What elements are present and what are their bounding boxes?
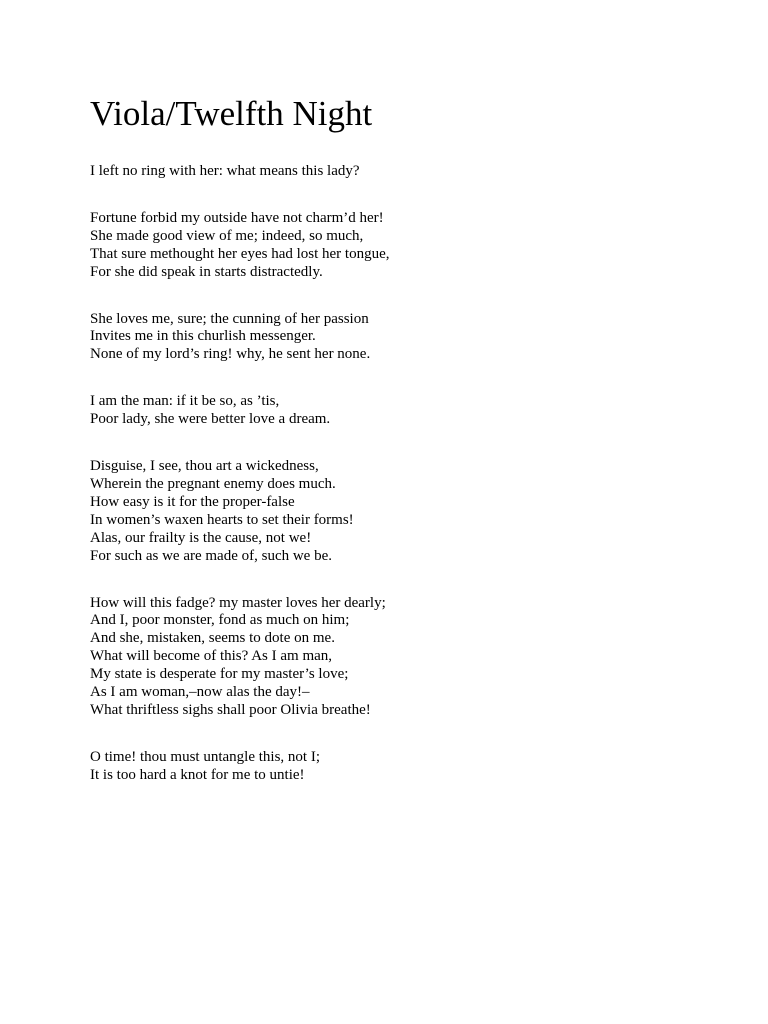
stanza-6 [90,595,690,720]
poem-line: And I, poor monster, fond as much on him; [90,612,350,629]
stanza-7 [90,749,690,785]
poem-line: How will this fadge? my master loves her dearly; [90,594,386,611]
poem-line: How easy is it for the proper-false [90,493,295,510]
poem-line: Fortune forbid my outside have not charm’d her! [90,209,384,226]
poem-line: Poor lady, she were better love a dream. [90,411,331,428]
poem-line: It is too hard a knot for me to untie! [90,766,305,783]
poem-line: That sure methought her eyes had lost her tongue, [90,245,390,262]
poem-line: My state is desperate for my master’s love; [90,666,349,683]
stanza-3 [90,311,690,365]
poem-line: She loves me, sure; the cunning of her passion [90,310,369,327]
poem-line: Alas, our frailty is the cause, not we! [90,529,312,546]
poem-line: Disguise, I see, thou art a wickedness, [90,458,319,475]
poem-line: None of my lord’s ring! why, he sent her none. [90,346,371,363]
poem-line: As I am woman,–now alas the day!– [90,684,310,701]
stanza-4 [90,393,690,429]
stanza-5 [90,458,690,565]
poem-line: For she did speak in starts distractedly. [90,263,323,280]
poem-line: And she, mistaken, seems to dote on me. [90,630,335,647]
poem-line: O time! thou must untangle this, not I; [90,748,320,765]
poem-line: I left no ring with her: what means this lady? [90,163,360,179]
poem-line: She made good view of me; indeed, so much, [90,227,364,244]
poem-line: For such as we are made of, such we be. [90,547,332,564]
poem-line: In women’s waxen hearts to set their forms! [90,511,354,528]
poem-line: Invites me in this churlish messenger. [90,328,316,345]
stanza-1 [90,163,690,181]
poem-line: Wherein the pregnant enemy does much. [90,475,336,492]
poem-line: I am the man: if it be so, as ’tis, [90,393,280,410]
stanza-2 [90,210,690,282]
poem-line: What thriftless sighs shall poor Olivia breathe! [90,701,371,718]
poem-line: What will become of this? As I am man, [90,648,333,665]
document-content [90,93,690,814]
document-title: Viola/Twelfth Night [90,94,373,133]
